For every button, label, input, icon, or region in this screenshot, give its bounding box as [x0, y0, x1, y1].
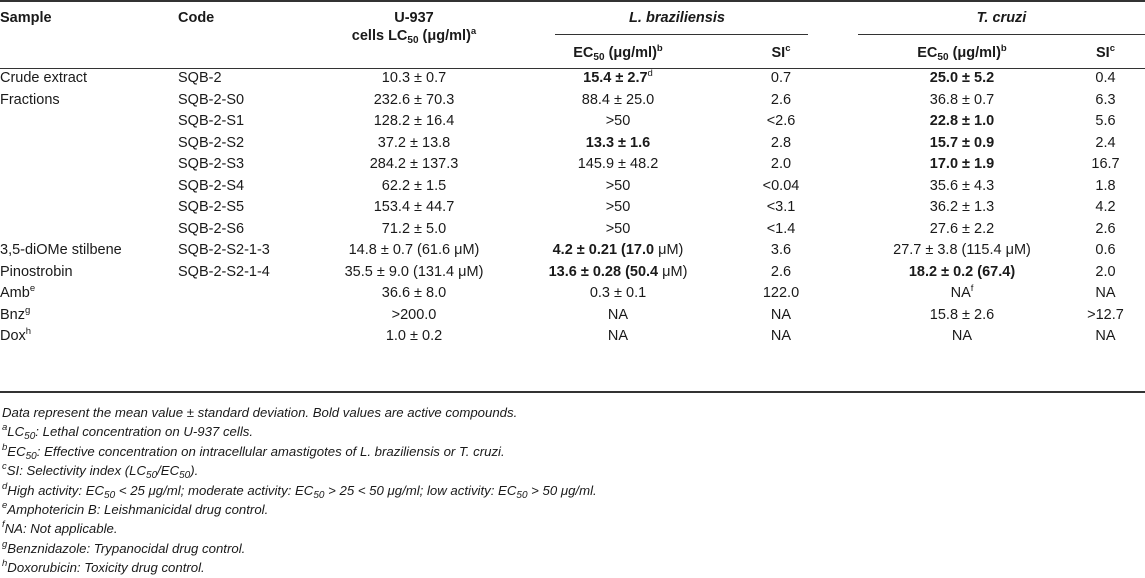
cell-lb-ec50: >50: [605, 177, 631, 194]
header-u937-line1: U-937: [394, 10, 434, 26]
cell-sample: Fractions: [0, 91, 60, 108]
table-row: [0, 262, 1145, 284]
cell-sample: [0, 219, 178, 241]
cell-gap: [840, 240, 858, 262]
cell-tc-ec50: 17.0 ± 1.9: [929, 156, 995, 172]
cell-lb-si: NA: [770, 306, 792, 323]
cell-tc-si: 2.0: [1095, 263, 1116, 280]
cell-gap: [840, 197, 858, 219]
cell-tc-si: 4.2: [1095, 199, 1116, 215]
cell-lc50: 36.6 ± 8.0: [381, 285, 447, 301]
cell-tc-ec50: NA: [951, 328, 973, 344]
cell-lb-ec50: NA: [607, 328, 629, 344]
cell-tc-si: 0.6: [1095, 242, 1116, 258]
cell-code: [178, 305, 314, 327]
footnote-f: $^f$NA: Not applicable.: [2, 519, 118, 537]
table-row: [0, 240, 1145, 262]
cell-gap: [840, 90, 858, 112]
cell-code: SQB-2-S6: [178, 220, 245, 237]
table-row: [0, 133, 1145, 155]
cell-gap: [840, 305, 858, 327]
cell-lc50: 1.0 ± 0.2: [385, 328, 443, 344]
cell-tc-ec50: 35.6 ± 4.3: [929, 177, 995, 194]
cell-tc-ec50: 15.7 ± 0.9: [929, 134, 995, 151]
cell-lb-si: NA: [770, 328, 792, 344]
cell-lb-si: 0.7: [770, 70, 792, 86]
cell-lb-ec50: 13.3 ± 1.6: [585, 134, 651, 151]
cell-lc50: 153.4 ± 44.7: [373, 199, 455, 215]
cell-lb-si: 122.0: [762, 285, 800, 301]
header-u937-line2: cells $LC_{50}$ $(\mu g/ml)^a$: [351, 26, 477, 46]
cell-lb-si: 2.6: [770, 91, 792, 108]
cell-sample: [0, 176, 178, 198]
cell-lb-ec50: >50: [605, 199, 631, 215]
footnote-g: $^g$Benznidazole: Trypanocidal drug control.: [2, 538, 246, 556]
cell-lb-si: 2.6: [770, 263, 792, 280]
cell-tc-si: NA: [1095, 285, 1116, 301]
cell-gap: [840, 326, 858, 348]
cell-lc50: 35.5 ± 9.0 (131.4 μM): [344, 263, 484, 280]
cell-lb-ec50: 4.2 ± 0.21 (17.0 μM): [552, 242, 684, 258]
cell-lb-si: <1.4: [766, 220, 796, 237]
cell-sample: [0, 111, 178, 133]
cell-lb-ec50: >50: [605, 113, 631, 129]
cell-code: SQB-2-S2-1-4: [178, 263, 270, 280]
cell-lb-ec50: >50: [605, 220, 631, 237]
cell-gap: [840, 283, 858, 305]
table-row: [0, 305, 1145, 327]
table-row: [0, 283, 1145, 305]
cell-tc-ec50: 22.8 ± 1.0: [929, 113, 995, 129]
cell-gap: [840, 154, 858, 176]
cell-lb-si: <0.04: [762, 177, 800, 194]
cell-tc-si: 2.4: [1095, 134, 1116, 151]
cell-sample: [0, 197, 178, 219]
cell-sample: 3,5-diOMe stilbene: [0, 242, 122, 258]
header-lb-ec50: $EC_{50}$ $(\mu g/ml)^b$: [573, 43, 663, 63]
cell-code: SQB-2-S5: [178, 199, 245, 215]
cell-lb-si: <3.1: [766, 199, 796, 215]
footnote-general: Data represent the mean value ± standard deviation. Bold values are active compounds.: [2, 405, 518, 420]
table-row: [0, 68, 1145, 90]
cell-tc-si: 6.3: [1095, 91, 1116, 108]
cell-tc-ec50: 36.8 ± 0.7: [929, 91, 995, 108]
cell-code: SQB-2-S1: [178, 113, 245, 129]
footnote-c: $^c$SI: Selectivity index $(LC_{50}/EC_{50})$.: [2, 461, 199, 482]
cell-gap: [840, 133, 858, 155]
cell-sample: Amb$^e$: [0, 283, 36, 301]
cell-lb-ec50: 0.3 ± 0.1: [589, 285, 647, 301]
table-row: [0, 111, 1145, 133]
cell-tc-ec50: $NA^f$: [950, 283, 974, 301]
footnotes: [2, 403, 1142, 578]
cell-sample: [0, 154, 178, 176]
cell-lc50: 284.2 ± 137.3: [369, 156, 459, 172]
cell-lb-si: 2.0: [770, 156, 792, 172]
cell-tc-ec50: 36.2 ± 1.3: [929, 199, 995, 215]
header-u937: [314, 6, 514, 68]
header-tc-ec50: $EC_{50}$ $(\mu g/ml)^b$: [917, 43, 1007, 63]
cell-code: [178, 283, 314, 305]
cell-lc50: 10.3 ± 0.7: [381, 70, 447, 86]
cell-code: [178, 326, 314, 348]
cell-tc-ec50: 18.2 ± 0.2 (67.4): [908, 263, 1016, 280]
cell-code: SQB-2-S4: [178, 177, 245, 194]
header-t-cruzi: T. cruzi: [976, 10, 1027, 26]
cell-code: SQB-2-S3: [178, 156, 245, 172]
cell-code: SQB-2-S0: [178, 91, 245, 108]
cell-tc-ec50: 15.8 ± 2.6: [929, 306, 995, 323]
header-l-braziliensis: L. braziliensis: [629, 10, 725, 26]
cell-lb-ec50: NA: [607, 306, 629, 323]
cell-gap: [840, 262, 858, 284]
header-row-2: [0, 38, 1145, 68]
table-row: [0, 219, 1145, 241]
cell-sample: [0, 133, 178, 155]
cell-tc-si: >12.7: [1087, 306, 1124, 323]
cell-code: SQB-2: [178, 70, 222, 86]
footnote-a: $^aLC_{50}$: Lethal concentration on U-937 cells.: [2, 422, 254, 443]
cell-lb-si: 2.8: [770, 134, 792, 151]
table-row: [0, 197, 1145, 219]
cell-gap: [840, 176, 858, 198]
cell-lb-si: 3.6: [770, 242, 792, 258]
table-body: [0, 68, 1145, 348]
cell-lb-ec50: 13.6 ± 0.28 (50.4 μM): [548, 263, 688, 280]
cell-gap: [840, 68, 858, 90]
cell-sample: Crude extract: [0, 70, 88, 86]
cell-gap: [840, 111, 858, 133]
cell-lc50: 62.2 ± 1.5: [381, 177, 447, 194]
table-row: [0, 154, 1145, 176]
cell-lb-ec50: 15.4 ± 2.7$^d$: [583, 68, 653, 86]
cell-lc50: 14.8 ± 0.7 (61.6 μM): [348, 242, 480, 258]
cell-sample: Bnz$^g$: [0, 304, 31, 323]
header-sample: Sample: [0, 10, 52, 26]
cell-tc-si: 5.6: [1095, 113, 1116, 129]
cell-lc50: 232.6 ± 70.3: [373, 91, 455, 108]
header-code: Code: [178, 10, 215, 26]
cell-lc50: >200.0: [391, 306, 437, 323]
footnote-b: $^bEC_{50}$: Effective concentration on intracellular amastigotes of L. braziliensis or T. cruzi.: [2, 441, 505, 462]
cell-tc-si: 2.6: [1095, 220, 1116, 237]
top-rule: [0, 0, 1145, 2]
table-bottom-rule: [0, 391, 1145, 393]
cell-code: SQB-2-S2: [178, 134, 245, 151]
results-table: [0, 6, 1145, 348]
header-row-1: [0, 6, 1145, 38]
header-lb-si: $SI^c$: [771, 43, 791, 61]
cell-lb-ec50: 88.4 ± 25.0: [581, 91, 655, 108]
cell-sample: Pinostrobin: [0, 263, 73, 280]
footnote-d: $^d$High activity: $EC_{50} < 25$ μg/ml; moderate activity: $EC_{50} > 25 < 50$ μg/ml; low activity: $EC_{50} > 50$ μg/ml.: [2, 480, 597, 501]
cell-lc50: 37.2 ± 13.8: [377, 134, 451, 151]
footnote-h: $^h$Doxorubicin: Toxicity drug control.: [2, 558, 205, 576]
table-row: [0, 326, 1145, 348]
cell-tc-ec50: 25.0 ± 5.2: [929, 70, 995, 86]
cell-code: SQB-2-S2-1-3: [178, 242, 270, 258]
cell-lb-si: <2.6: [766, 113, 796, 129]
cell-lb-ec50: 145.9 ± 48.2: [577, 156, 659, 172]
table-row: [0, 90, 1145, 112]
cell-lc50: 71.2 ± 5.0: [381, 220, 447, 237]
cell-gap: [840, 219, 858, 241]
cell-tc-ec50: 27.6 ± 2.2: [929, 220, 995, 237]
cell-tc-si: NA: [1095, 328, 1116, 344]
cell-tc-si: 1.8: [1095, 177, 1116, 194]
cell-lc50: 128.2 ± 16.4: [373, 113, 455, 129]
cell-tc-si: 16.7: [1091, 156, 1120, 172]
cell-tc-si: 0.4: [1095, 70, 1116, 86]
cell-sample: Dox$^h$: [0, 326, 32, 344]
footnote-e: $^e$Amphotericin B: Leishmanicidal drug control.: [2, 500, 269, 518]
cell-tc-ec50: 27.7 ± 3.8 (115.4 μM): [893, 242, 1031, 258]
header-tc-si: $SI^c$: [1096, 43, 1115, 61]
table-row: [0, 176, 1145, 198]
